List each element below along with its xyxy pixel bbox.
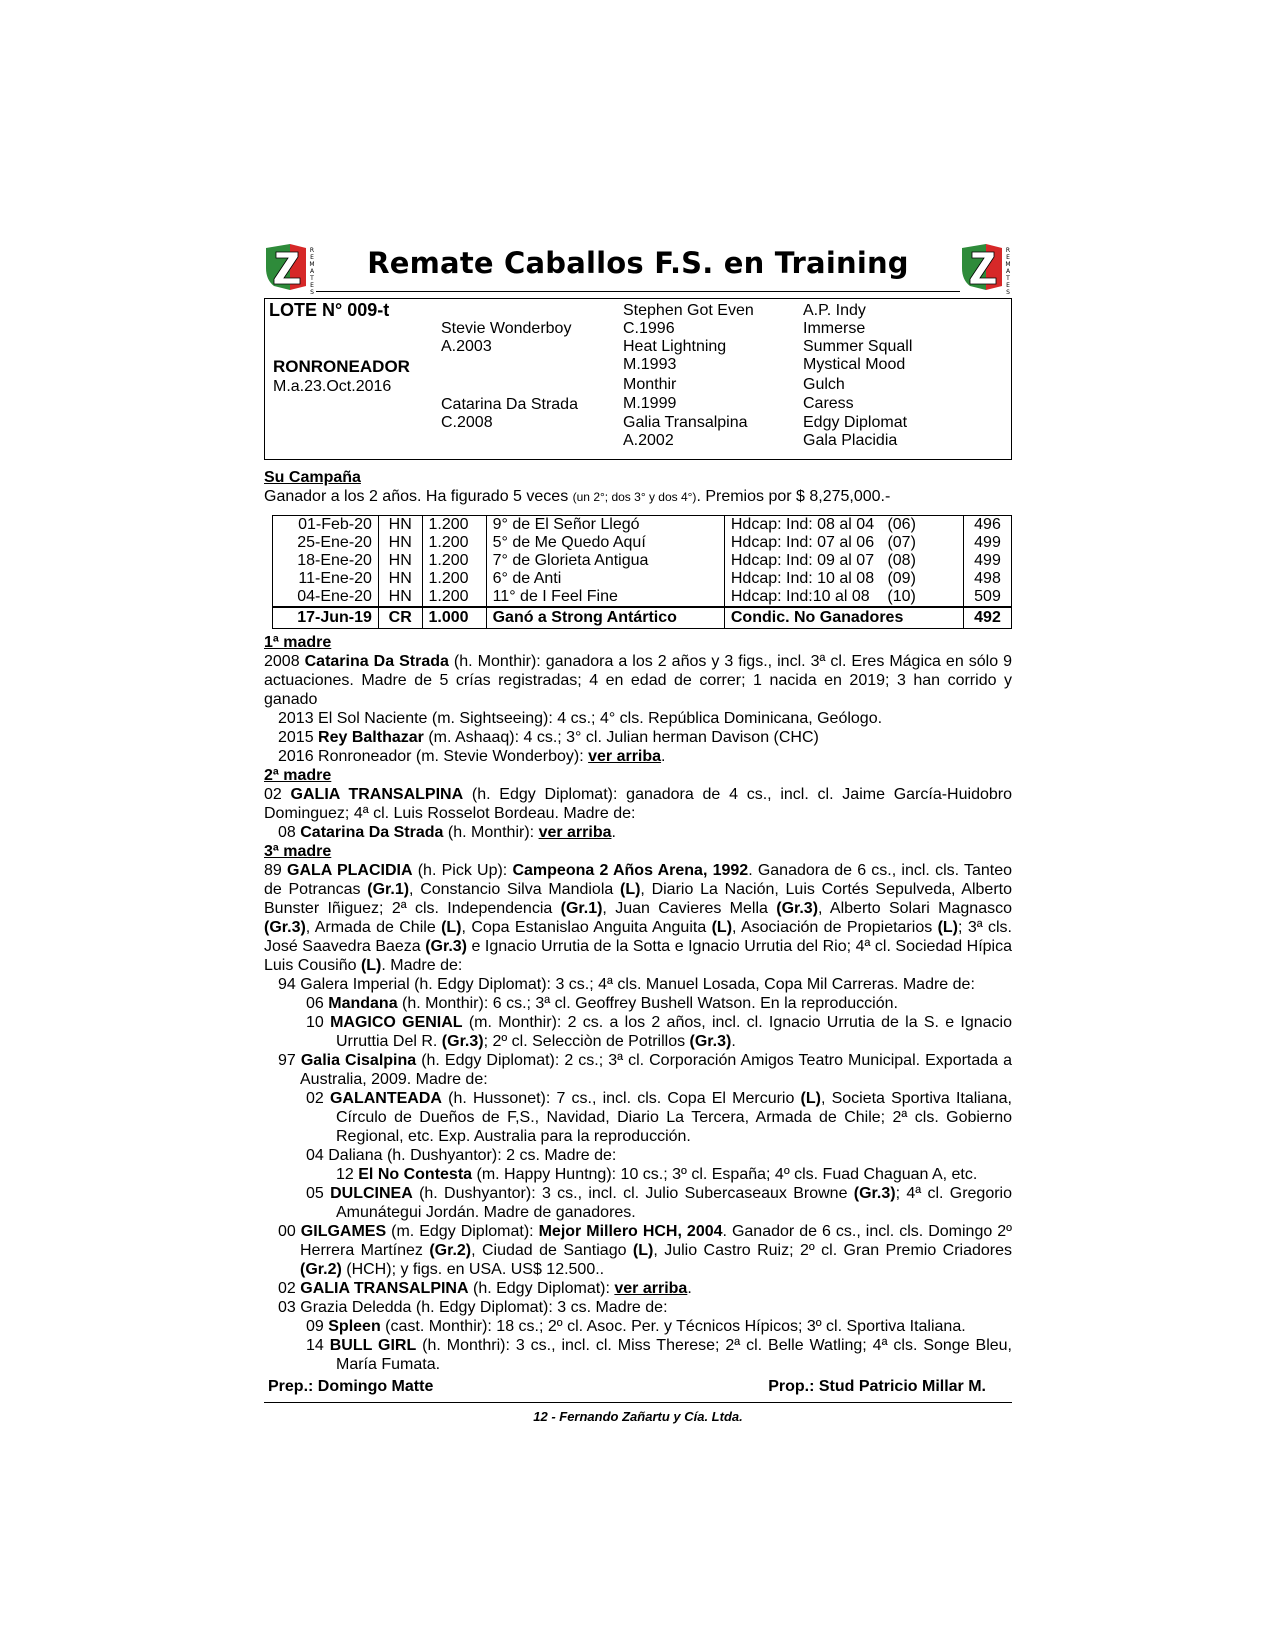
svg-text:S: S <box>1006 289 1010 296</box>
dam-name: GALA PLACIDIA <box>287 862 413 879</box>
svg-text:E: E <box>1006 282 1010 289</box>
see-above-link: ver arriba <box>538 824 612 841</box>
race-date: 17-Jun-19 <box>273 607 379 629</box>
see-above-link: ver arriba <box>588 748 662 765</box>
grade: (Gr.3) <box>689 1033 732 1050</box>
grade: (L) <box>711 919 733 936</box>
year: 09 <box>306 1318 329 1335</box>
dam-name: Catarina Da Strada <box>441 396 578 413</box>
first-dam-section <box>264 633 1012 766</box>
text: . Madre de: <box>381 957 463 974</box>
pedigree-g3: Summer Squall <box>803 338 913 355</box>
produce-name: Mandana <box>328 995 398 1012</box>
grade: (Gr.3) <box>853 1185 896 1202</box>
produce-item <box>264 1336 1012 1374</box>
produce-text: , Societa Sportiva Italiana, Círculo de Dueños de F,S., Navidad, Diario La Tercera, Armada de Chile; 2ª cls. Gobierno Regional, etc. Exp. Australia para la reproducción. <box>336 1090 1013 1145</box>
svg-text:E: E <box>310 282 314 289</box>
produce-text: , Ciudad de Santiago <box>471 1242 633 1259</box>
grade: (Gr.3) <box>776 900 819 917</box>
horse-info: M.a.23.Oct.2016 <box>273 378 392 395</box>
grade: (Gr.3) <box>425 938 467 955</box>
svg-text:A: A <box>309 268 315 275</box>
campaign-placings: (un 2°; dos 3° y dos 4°) <box>572 490 697 504</box>
pedigree-g3: Mystical Mood <box>803 356 906 373</box>
race-result: 9° de El Señor Llegó <box>486 516 724 535</box>
produce-text: 2016 Ronroneador (m. Stevie Wonderboy): <box>278 748 589 765</box>
produce-text: (h. Hussonet): 7 cs., incl. cls. Copa El Mercurio <box>441 1090 801 1107</box>
second-dam-heading: 2ª madre <box>264 767 332 784</box>
race-date: 18-Ene-20 <box>297 552 372 569</box>
produce-text: (HCH); y figs. en USA. US$ 12.500.. <box>341 1261 605 1278</box>
race-condition: Condic. No Ganadores <box>724 607 963 629</box>
race-track: HN <box>378 516 422 535</box>
produce-item: 03 Grazia Deledda (h. Edgy Diplomat): 3 cs. Madre de: <box>278 1299 668 1316</box>
produce-text: , Julio Castro Ruiz; 2º cl. Gran Premio Criadores <box>653 1242 1013 1259</box>
produce-item <box>264 1222 1012 1279</box>
document-title: Remate Caballos F.S. en Training <box>367 246 909 280</box>
produce-name: MAGICO GENIAL <box>330 1014 463 1031</box>
produce-item <box>264 994 1012 1013</box>
year: 10 <box>306 1014 331 1031</box>
text: . Ganadora de 6 cs., incl. cls. Tanteo de Potrancas <box>264 862 1013 898</box>
race-date: 25-Ene-20 <box>297 534 372 551</box>
produce-item <box>264 1184 1012 1222</box>
campaign-heading: Su Campaña <box>264 469 361 486</box>
pedigree-g2: Monthir <box>623 376 677 393</box>
race-condition <box>724 588 963 607</box>
race-condition-text: Hdcap: Ind: 09 al 07 <box>730 552 875 569</box>
see-above-link: ver arriba <box>614 1280 688 1297</box>
punct: . <box>611 824 616 841</box>
produce-name: GALANTEADA <box>329 1090 442 1107</box>
race-field-size: (09) <box>887 570 916 587</box>
pedigree-g2: M.1999 <box>623 395 677 412</box>
produce-item <box>264 1317 1012 1336</box>
produce-name: Catarina Da Strada <box>300 824 444 841</box>
grade: (Gr.3) <box>441 1033 484 1050</box>
race-weight: 499 <box>964 552 1012 570</box>
produce-item <box>264 1279 1012 1298</box>
svg-text:T: T <box>310 275 314 282</box>
year: 02 <box>306 1090 330 1107</box>
race-field-size: (10) <box>887 588 916 605</box>
year: 14 <box>306 1337 330 1354</box>
third-dam-intro <box>264 861 1012 975</box>
punct: . <box>731 1033 736 1050</box>
race-condition <box>724 516 963 535</box>
race-condition <box>724 570 963 588</box>
pedigree-g2: M.1993 <box>623 356 677 373</box>
pedigree-g2: Galia Transalpina <box>623 414 748 431</box>
text: ; 3ª cls. José Saavedra Baeza <box>264 919 1012 955</box>
produce-item <box>264 823 1012 842</box>
pedigree-box <box>264 298 1012 460</box>
race-result: 7° de Glorieta Antigua <box>486 552 724 570</box>
trainer: Prep.: Domingo Matte <box>268 1378 434 1395</box>
produce-item <box>264 1013 1012 1051</box>
campaign-section <box>264 468 1012 629</box>
produce-text: (cast. Monthir): 18 cs.; 2º cl. Asoc. Per. y Técnicos Hípicos; 3º cl. Sportiva Italiana. <box>380 1318 966 1335</box>
produce-item: 04 Daliana (h. Dushyantor): 2 cs. Madre de: <box>306 1147 617 1164</box>
race-track: HN <box>378 570 422 588</box>
text: , Asociación de Propietarios <box>732 919 938 936</box>
produce-text: (h. Edgy Diplomat): 2 cs.; 3ª cl. Corporación Amigos Teatro Municipal. Exportada a Australia, 2009. Madre de: <box>300 1052 1012 1088</box>
dam-year: C.2008 <box>441 414 493 431</box>
svg-text:M: M <box>1005 261 1011 268</box>
grade: (L) <box>441 919 462 936</box>
produce-text: (m. Ashaaq): 4 cs.; 3° cl. Julian herman Davison (CHC) <box>423 729 819 746</box>
zanartu-remates-logo-right <box>960 242 1012 296</box>
race-condition-text: Hdcap: Ind:10 al 08 <box>730 588 870 605</box>
dam-text: (h. Monthir): ganadora a los 2 años y 3 figs., incl. 3ª cl. Eres Mágica en sólo 9 actuaciones. Madre de 5 crías registradas; 4 en edad de correr; 1 nacida en 2019; 3 han corrido y ganado <box>264 653 1012 708</box>
svg-text:E: E <box>1006 254 1010 261</box>
race-condition-text: Hdcap: Ind: 08 al 04 <box>730 516 875 533</box>
svg-text:R: R <box>1005 247 1011 254</box>
grade: (L) <box>360 957 382 974</box>
text: , Copa Estanislao Anguita Anguita <box>461 919 712 936</box>
race-track: HN <box>378 534 422 552</box>
produce-text: (h. Monthri): 3 cs., incl. cl. Miss Therese; 2ª cl. Belle Watling; 4ª cls. Songe Bleu, María Fumata. <box>336 1337 1012 1373</box>
lot-number: LOTE N° 009-t <box>269 300 390 320</box>
year: 2008 <box>264 653 305 670</box>
race-field-size: (06) <box>887 516 916 533</box>
svg-text:M: M <box>309 261 315 268</box>
produce-text: (m. Monthir): 2 cs. a los 2 años, incl. cl. Ignacio Urrutia de la S. e Ignacio Urruttia Del R. <box>336 1014 1013 1050</box>
svg-text:A: A <box>1005 268 1011 275</box>
pedigree-g3: Immerse <box>803 320 866 337</box>
svg-text:T: T <box>1006 275 1010 282</box>
race-result: 6° de Anti <box>486 570 724 588</box>
produce-text: (m. Happy Huntng): 10 cs.; 3º cl. España; 4º cls. Fuad Chaguan A, etc. <box>472 1166 978 1183</box>
produce-name: DULCINEA <box>330 1185 413 1202</box>
pedigree-g3: A.P. Indy <box>803 302 866 319</box>
produce-item: 2013 El Sol Naciente (m. Sightseeing): 4 cs.; 4° cls. República Dominicana, Geólogo. <box>278 710 883 727</box>
produce-item: 94 Galera Imperial (h. Edgy Diplomat): 3 cs.; 4ª cls. Manuel Losada, Copa Mil Carreras. Madre de: <box>278 976 975 993</box>
race-result: 5° de Me Quedo Aquí <box>486 534 724 552</box>
pedigree-g3: Gala Placidia <box>803 432 898 449</box>
race-weight: 509 <box>964 588 1012 607</box>
text: (h. Pick Up): <box>412 862 513 879</box>
produce-text: ; 2º cl. Selecciòn de Potrillos <box>483 1033 690 1050</box>
page <box>264 242 1012 1424</box>
year: 97 <box>278 1052 301 1069</box>
grade: (Gr.2) <box>429 1242 472 1259</box>
grade: (Gr.3) <box>264 919 306 936</box>
header <box>264 242 1012 294</box>
pedigree-g2: C.1996 <box>623 320 675 337</box>
pedigree-g2: Heat Lightning <box>623 338 727 355</box>
grade: (Gr.1) <box>560 900 603 917</box>
owner: Prop.: Stud Patricio Millar M. <box>768 1378 986 1395</box>
race-distance: 1.200 <box>422 588 486 607</box>
race-weight: 498 <box>964 570 1012 588</box>
pedigree-g3: Gulch <box>803 376 845 393</box>
race-track: HN <box>378 552 422 570</box>
race-row <box>273 570 1012 588</box>
year: 89 <box>264 862 288 879</box>
race-distance: 1.200 <box>422 570 486 588</box>
race-track: HN <box>378 588 422 607</box>
svg-text:R: R <box>309 247 315 254</box>
grade: (L) <box>800 1090 821 1107</box>
year: 12 <box>336 1166 359 1183</box>
text: , Alberto Solari Magnasco <box>818 900 1012 917</box>
race-field-size: (07) <box>887 534 916 551</box>
grade: (L) <box>632 1242 654 1259</box>
year: 05 <box>306 1185 331 1202</box>
page-footer: 12 - Fernando Zañartu y Cía. Ltda. <box>533 1409 743 1424</box>
second-dam-intro <box>264 785 1012 823</box>
year: 06 <box>306 995 329 1012</box>
produce-item <box>264 728 1012 747</box>
produce-text: (h. Monthir): 6 cs.; 3ª cl. Geoffrey Bushell Watson. En la reproducción. <box>397 995 898 1012</box>
produce-name: El No Contesta <box>358 1166 473 1183</box>
grade: (Gr.1) <box>367 881 410 898</box>
race-date: 11-Ene-20 <box>298 570 372 587</box>
produce-text: (h. Monthir): <box>443 824 539 841</box>
race-row <box>273 588 1012 607</box>
race-condition-text: Hdcap: Ind: 07 al 06 <box>730 534 875 551</box>
produce-text: ; 4ª cl. Gregorio Amunátegui Jordán. Madre de ganadores. <box>336 1185 1013 1221</box>
year: 08 <box>278 824 301 841</box>
race-distance: 1.000 <box>422 607 486 629</box>
produce-text: (h. Dushyantor): 3 cs., incl. cl. Julio Subercaseaux Browne <box>412 1185 854 1202</box>
campaign-summary <box>264 487 1012 507</box>
footer-rule <box>264 1402 1012 1403</box>
race-distance: 1.200 <box>422 534 486 552</box>
produce-name: Spleen <box>328 1318 381 1335</box>
produce-item <box>264 1089 1012 1146</box>
pedigree-g3: Edgy Diplomat <box>803 414 908 431</box>
year: 02 <box>278 1280 301 1297</box>
year: 00 <box>278 1223 301 1240</box>
text: , Diario La Nación, Luis Cortés Sepulveda, Alberto Bunster Iñiguez; 2ª cls. Independencia <box>264 881 1012 917</box>
produce-item <box>264 1165 1012 1184</box>
year: 02 <box>264 786 291 803</box>
race-weight: 496 <box>964 516 1012 535</box>
race-condition <box>724 552 963 570</box>
race-row <box>273 516 1012 535</box>
campaign-text: Ganador a los 2 años. Ha figurado 5 veces <box>264 488 573 505</box>
race-field-size: (08) <box>887 552 916 569</box>
produce-name: BULL GIRL <box>329 1337 417 1354</box>
text: , Armada de Chile <box>305 919 442 936</box>
dam-text: (h. Edgy Diplomat): ganadora de 4 cs., incl. cl. Jaime García-Huidobro Dominguez; 4ª cl. Luis Rosselot Bordeau. Madre de: <box>264 786 1012 822</box>
campaign-prizes: . Premios por $ 8,275,000.- <box>696 488 891 505</box>
punct: . <box>661 748 666 765</box>
race-row <box>273 552 1012 570</box>
pedigree-g2: Stephen Got Even <box>623 302 754 319</box>
produce-name: GILGAMES <box>300 1223 387 1240</box>
produce-item <box>264 747 1012 766</box>
svg-text:S: S <box>310 289 314 296</box>
pedigree-g2: A.2002 <box>623 432 674 449</box>
sire-year: A.2003 <box>441 338 492 355</box>
text: e Ignacio Urrutia de la Sotta e Ignacio Urrutia del Rio; 4ª cl. Sociedad Hípica Luis Cousiño <box>264 938 1012 974</box>
footer-row <box>264 1376 1012 1398</box>
race-result: Ganó a Strong Antártico <box>486 607 724 629</box>
race-track: CR <box>378 607 422 629</box>
produce-text: (h. Edgy Diplomat): <box>468 1280 615 1297</box>
race-table <box>272 515 1012 629</box>
header-rule <box>316 291 960 292</box>
race-weight: 499 <box>964 534 1012 552</box>
dam-name: Catarina Da Strada <box>304 653 449 670</box>
third-dam-heading: 3ª madre <box>264 843 332 860</box>
race-date: 01-Feb-20 <box>298 516 372 533</box>
race-distance: 1.200 <box>422 552 486 570</box>
sire-name: Stevie Wonderboy <box>441 320 572 337</box>
produce-name: Rey Balthazar <box>318 729 424 746</box>
produce-item <box>264 1051 1012 1089</box>
race-distance: 1.200 <box>422 516 486 535</box>
title-award: Mejor Millero HCH, 2004 <box>538 1223 723 1240</box>
race-row <box>273 534 1012 552</box>
horse-name: RONRONEADOR <box>273 357 410 376</box>
grade: (L) <box>619 881 641 898</box>
first-dam-intro <box>264 652 1012 709</box>
race-date: 04-Ene-20 <box>297 588 372 605</box>
zanartu-remates-logo-left <box>264 242 316 296</box>
produce-text: . Ganador de 6 cs., incl. cls. Domingo 2º Herrera Martínez <box>300 1223 1012 1259</box>
title-award: Campeona 2 Años Arena, 1992 <box>512 862 749 879</box>
race-weight: 492 <box>964 607 1012 629</box>
punct: . <box>687 1280 692 1297</box>
race-row-win <box>273 607 1012 629</box>
third-dam-section <box>264 842 1012 1374</box>
first-dam-heading: 1ª madre <box>264 634 332 651</box>
produce-name: GALIA TRANSALPINA <box>300 1280 469 1297</box>
svg-text:E: E <box>310 254 314 261</box>
year: 2015 <box>278 729 319 746</box>
pedigree-g3: Caress <box>803 395 854 412</box>
grade: (Gr.2) <box>300 1261 342 1278</box>
race-condition <box>724 534 963 552</box>
race-condition-text: Hdcap: Ind: 10 al 08 <box>730 570 875 587</box>
produce-name: Galia Cisalpina <box>300 1052 417 1069</box>
produce-text: (m. Edgy Diplomat): <box>386 1223 539 1240</box>
grade: (L) <box>937 919 959 936</box>
text: , Juan Cavieres Mella <box>602 900 777 917</box>
race-result: 11° de I Feel Fine <box>486 588 724 607</box>
text: , Constancio Silva Mandiola <box>409 881 620 898</box>
dam-name: GALIA TRANSALPINA <box>290 786 464 803</box>
second-dam-section <box>264 766 1012 842</box>
